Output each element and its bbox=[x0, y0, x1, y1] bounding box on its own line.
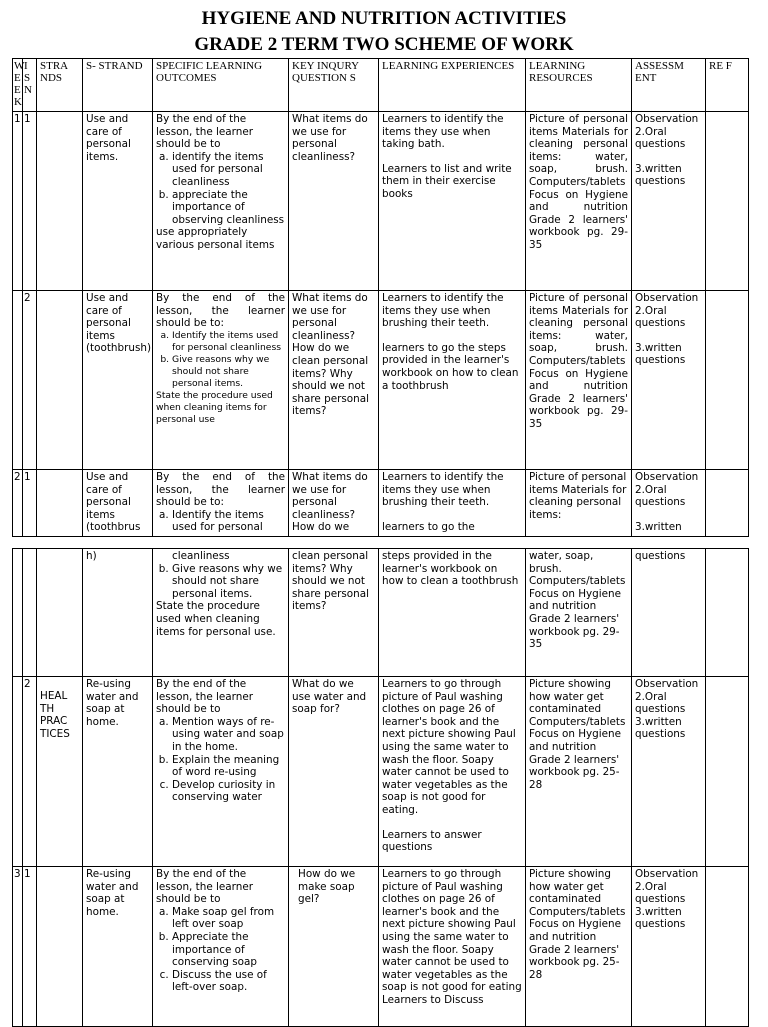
cell-experiences bbox=[379, 549, 526, 677]
cell-assessment bbox=[632, 677, 706, 867]
document-subtitle: GRADE 2 TERM TWO SCHEME OF WORK bbox=[194, 34, 574, 55]
outcomes-list bbox=[156, 151, 285, 227]
header-row bbox=[13, 59, 749, 112]
outcomes-intro: By the end of the lesson, the learner should be to bbox=[156, 678, 253, 716]
cell-assessment bbox=[632, 291, 706, 470]
assessment-item: Observation 2.Oral questions bbox=[635, 113, 699, 151]
outcomes-list bbox=[156, 509, 285, 534]
cell-assessment bbox=[632, 867, 706, 1027]
cell-week: 1 bbox=[13, 112, 23, 291]
cell-ref bbox=[706, 549, 749, 677]
cell-ref bbox=[706, 291, 749, 470]
experience-item: Learners to go through picture of Paul washing clothes on page 26 of learner's book and the next picture showing Paul using the same water to wash the floor. Soapy water cannot be used to water vegetables as the soap is not good for eating. bbox=[382, 678, 516, 816]
list-item: b. appreciate the importance of observing cleanliness bbox=[172, 189, 285, 227]
assessment-item: 3.written bbox=[635, 520, 682, 533]
cell-resources: water, soap, brush. Computers/tablets Focus on Hygiene and nutrition Grade 2 learners' workbook pg. 29-35 bbox=[526, 549, 632, 677]
outcomes-list bbox=[156, 716, 285, 804]
outcomes-intro: By the end of the lesson, the learner should be to: bbox=[156, 471, 285, 509]
header-ref: RE F bbox=[706, 59, 749, 112]
cell-assessment bbox=[632, 470, 706, 537]
table-row bbox=[13, 291, 749, 470]
header-lsn: I S N bbox=[23, 59, 37, 112]
cell-inquiry: What items do we use for personal cleanliness? How do we bbox=[289, 470, 379, 537]
list-item: a. Identify the items used for personal bbox=[172, 509, 285, 534]
cell-week bbox=[13, 677, 23, 867]
table-row bbox=[13, 470, 749, 537]
cell-lsn: 1 bbox=[23, 470, 37, 537]
cell-resources: Picture showing how water get contaminated Computers/tablets Focus on Hygiene and nutrition Grade 2 learners' workbook pg. 25-28 bbox=[526, 867, 632, 1027]
assessment-item: questions bbox=[635, 550, 686, 562]
cell-outcomes bbox=[153, 867, 289, 1027]
cell-week: 2 bbox=[13, 470, 23, 537]
table-row bbox=[13, 112, 749, 291]
outcomes-tail: State the procedure used when cleaning items for personal use bbox=[156, 389, 273, 425]
experience-item: Learners to go through picture of Paul washing clothes on page 26 of learner's book and the next picture showing Paul using the same water to wash the floor. Soapy water cannot be used to water vegetables as the soap is not good for eating Learners to Discuss bbox=[382, 868, 522, 1006]
cell-strand bbox=[37, 677, 83, 867]
experience-item: Learners to answer questions bbox=[382, 828, 482, 854]
outcomes-tail: State the procedure used when cleaning items for personal use. bbox=[156, 600, 276, 638]
cell-inquiry: What items do we use for personal cleanliness? How do we clean personal items? Why should we not share personal items? bbox=[289, 291, 379, 470]
table-row bbox=[13, 677, 749, 867]
list-item: c. Discuss the use of left-over soap. bbox=[172, 969, 285, 994]
list-item: a. Identify the items used for personal cleanliness bbox=[172, 330, 285, 354]
experience-item: Learners to identify the items they use when brushing their teeth. bbox=[382, 471, 504, 509]
cell-assessment bbox=[632, 549, 706, 677]
cell-ref bbox=[706, 867, 749, 1027]
cell-sstrand: Use and care of personal items. bbox=[83, 112, 153, 291]
cell-ref bbox=[706, 112, 749, 291]
cell-lsn: 2 bbox=[23, 291, 37, 470]
cell-strand bbox=[37, 291, 83, 470]
cell-experiences bbox=[379, 112, 526, 291]
header-experiences: LEARNING EXPERIENCES bbox=[379, 59, 526, 112]
list-item: c. Develop curiosity in conserving water bbox=[172, 779, 285, 804]
cell-lsn: 1 bbox=[23, 112, 37, 291]
cell-lsn: 2 bbox=[23, 677, 37, 867]
cell-inquiry: What do we use water and soap for? bbox=[289, 677, 379, 867]
cell-strand bbox=[37, 549, 83, 677]
cell-resources: Picture showing how water get contaminated Computers/tablets Focus on Hygiene and nutrition Grade 2 learners' workbook pg. 25-28 bbox=[526, 677, 632, 867]
header-assessment: ASSESSM ENT bbox=[632, 59, 706, 112]
header-resources: LEARNING RESOURCES bbox=[526, 59, 632, 112]
assessment-item: 3.written questions bbox=[635, 341, 686, 367]
document-title: HYGIENE AND NUTRITION ACTIVITIES bbox=[201, 8, 567, 29]
experience-item: Learners to identify the items they use when brushing their teeth. bbox=[382, 292, 504, 330]
assessment-item: Observation 2.Oral questions bbox=[635, 471, 699, 509]
outcomes-list bbox=[156, 563, 285, 601]
header-sstrand: S- STRAND bbox=[83, 59, 153, 112]
outcomes-intro: By the end of the lesson, the learner should be to bbox=[156, 868, 253, 906]
cell-ref bbox=[706, 677, 749, 867]
cell-outcomes bbox=[153, 291, 289, 470]
cell-experiences bbox=[379, 470, 526, 537]
experience-item: Learners to list and write them in their exercise books bbox=[382, 162, 512, 200]
cell-sstrand: Use and care of personal items (toothbrus bbox=[83, 470, 153, 537]
cell-inquiry: clean personal items? Why should we not share personal items? bbox=[289, 549, 379, 677]
cell-sstrand: h) bbox=[83, 549, 153, 677]
experience-item: learners to go the bbox=[382, 520, 475, 533]
cell-inquiry: What items do we use for personal cleanliness? bbox=[289, 112, 379, 291]
cell-outcomes bbox=[153, 677, 289, 867]
experience-item: steps provided in the learner's workbook on how to clean a toothbrush bbox=[382, 550, 519, 588]
scheme-table-part1 bbox=[12, 58, 749, 537]
assessment-item: Observation 2.Oral questions 3.written questions bbox=[635, 868, 699, 931]
inquiry-text: How do we make soap gel? bbox=[298, 868, 356, 906]
cell-strand bbox=[37, 470, 83, 537]
outcomes-list bbox=[156, 330, 285, 390]
outcomes-head: cleanliness bbox=[172, 550, 230, 562]
cell-resources: Picture of personal items Materials for cleaning personal items: water, soap, brush. Computers/tablets Focus on Hygiene and nutrition Grade 2 learners' workbook pg. 29-35 bbox=[526, 291, 632, 470]
cell-week bbox=[13, 291, 23, 470]
cell-sstrand: Re-using water and soap at home. bbox=[83, 677, 153, 867]
list-item: a. Make soap gel from left over soap bbox=[172, 906, 285, 931]
cell-resources: Picture of personal items Materials for cleaning personal items: bbox=[526, 470, 632, 537]
list-item: b. Explain the meaning of word re-using bbox=[172, 754, 285, 779]
scheme-table-part2 bbox=[12, 548, 749, 1027]
cell-strand bbox=[37, 112, 83, 291]
header-week: W E E K bbox=[13, 59, 23, 112]
cell-outcomes bbox=[153, 112, 289, 291]
cell-week bbox=[13, 549, 23, 677]
outcomes-intro: By the end of the lesson, the learner should be to: bbox=[156, 292, 285, 330]
cell-lsn bbox=[23, 549, 37, 677]
assessment-item: 3.written questions bbox=[635, 162, 686, 188]
cell-experiences bbox=[379, 677, 526, 867]
cell-outcomes bbox=[153, 470, 289, 537]
header-outcomes: SPECIFIC LEARNING OUTCOMES bbox=[153, 59, 289, 112]
cell-week: 3 bbox=[13, 867, 23, 1027]
list-item: a. identify the items used for personal cleanliness bbox=[172, 151, 285, 189]
header-strands: STRA NDS bbox=[37, 59, 83, 112]
list-item: b. Give reasons why we should not share personal items. bbox=[172, 563, 285, 601]
assessment-item: Observation 2.Oral questions bbox=[635, 292, 699, 330]
list-item: b. Give reasons why we should not share personal items. bbox=[172, 354, 285, 390]
cell-inquiry bbox=[289, 867, 379, 1027]
cell-strand bbox=[37, 867, 83, 1027]
cell-sstrand: Use and care of personal items (toothbrush) bbox=[83, 291, 153, 470]
table-row bbox=[13, 549, 749, 677]
cell-outcomes bbox=[153, 549, 289, 677]
cell-experiences bbox=[379, 867, 526, 1027]
experience-item: learners to go the steps provided in the learner's workbook on how to clean a toothbrush bbox=[382, 341, 519, 392]
strand-label: HEAL TH PRAC TICES bbox=[40, 690, 70, 740]
table-row bbox=[13, 867, 749, 1027]
outcomes-intro: By the end of the lesson, the learner should be to bbox=[156, 113, 253, 151]
list-item: b. Appreciate the importance of conserving soap bbox=[172, 931, 285, 969]
cell-resources: Picture of personal items Materials for cleaning personal items: water, soap, brush. Computers/tablets Focus on Hygiene and nutrition Grade 2 learners' workbook pg. 29-35 bbox=[526, 112, 632, 291]
header-inquiry: KEY INQURY QUESTION S bbox=[289, 59, 379, 112]
outcomes-list bbox=[156, 906, 285, 994]
cell-assessment bbox=[632, 112, 706, 291]
cell-ref bbox=[706, 470, 749, 537]
assessment-item: Observation 2.Oral questions 3.written questions bbox=[635, 678, 699, 741]
outcomes-tail: use appropriately various personal items bbox=[156, 226, 275, 251]
cell-sstrand: Re-using water and soap at home. bbox=[83, 867, 153, 1027]
list-item: a. Mention ways of re-using water and soap in the home. bbox=[172, 716, 285, 754]
cell-experiences bbox=[379, 291, 526, 470]
experience-item: Learners to identify the items they use when taking bath. bbox=[382, 113, 504, 151]
cell-lsn: 1 bbox=[23, 867, 37, 1027]
